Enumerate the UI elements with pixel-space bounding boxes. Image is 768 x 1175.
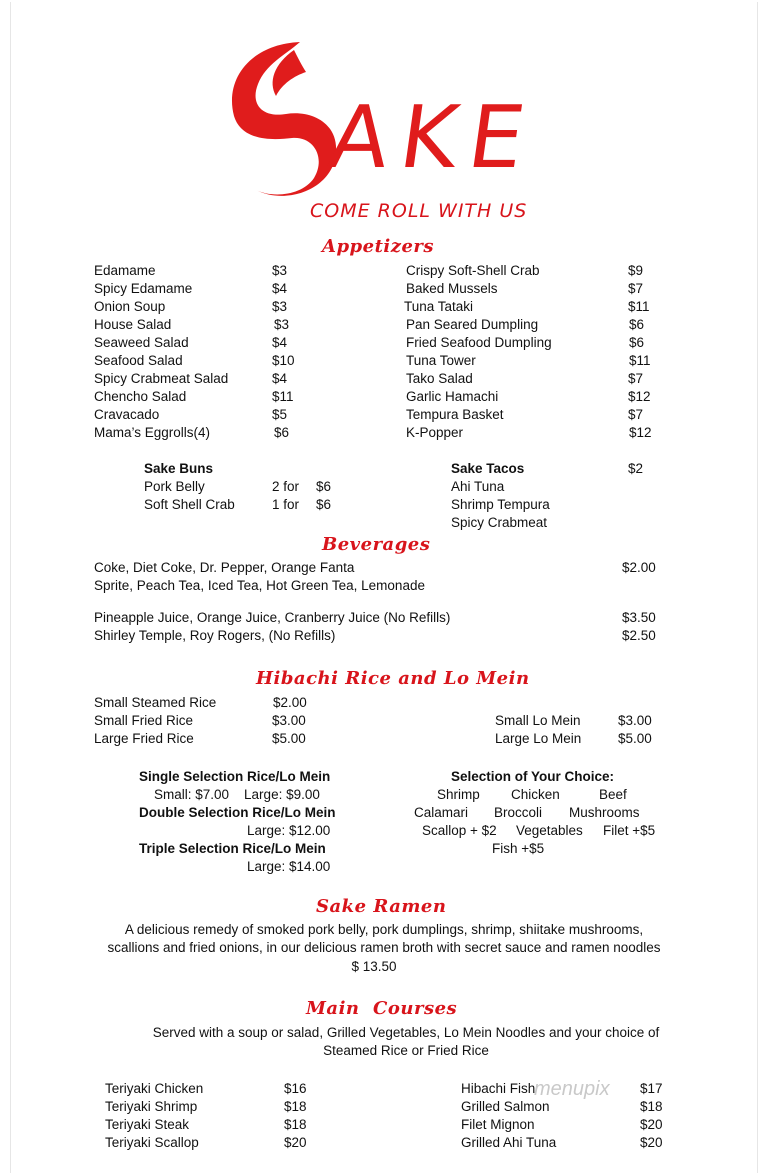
item-price: $4	[272, 281, 288, 296]
list-item: Mushrooms	[569, 805, 640, 820]
list-item: Chicken	[511, 787, 560, 802]
item-price: $5.00	[272, 731, 306, 746]
item-price: $10	[272, 353, 295, 368]
single-selection-price: Small: $7.00 Large: $9.00	[154, 787, 320, 802]
item-price: $3.50	[622, 610, 656, 625]
list-item: Teriyaki Chicken	[105, 1081, 204, 1096]
ramen-description-line1: A delicious remedy of smoked pork belly, pork dumplings, shrimp, shiitake mushrooms,	[124, 922, 644, 937]
buns-heading: Sake Buns	[144, 461, 214, 476]
double-selection-label: Double Selection Rice/Lo Mein	[139, 805, 336, 820]
item-price: $18	[640, 1099, 663, 1114]
list-item: Pan Seared Dumpling	[406, 317, 539, 332]
list-item: Large Fried Rice	[94, 731, 194, 746]
item-price: $3.00	[272, 713, 306, 728]
list-item: Pineapple Juice, Orange Juice, Cranberry Juice (No Refills)	[94, 610, 451, 625]
item-price: $11	[628, 299, 650, 314]
main-description-line1: Served with a soup or salad, Grilled Vegetables, Lo Mein Noodles and your choice of	[152, 1025, 660, 1040]
item-price: $3	[274, 317, 290, 332]
list-item: Chencho Salad	[94, 389, 187, 404]
double-selection-price: Large: $12.00	[247, 823, 331, 838]
ramen-heading: Sake Ramen	[316, 896, 447, 917]
single-selection-label: Single Selection Rice/Lo Mein	[139, 769, 331, 784]
list-item: Crispy Soft-Shell Crab	[406, 263, 540, 278]
list-item: Teriyaki Steak	[105, 1117, 190, 1132]
triple-selection-price: Large: $14.00	[247, 859, 331, 874]
list-item: Small Lo Mein	[495, 713, 581, 728]
list-item: Spicy Edamame	[94, 281, 193, 296]
list-item: Small Steamed Rice	[94, 695, 217, 710]
item-price: $4	[272, 371, 288, 386]
list-item: Hibachi Fish	[461, 1081, 536, 1096]
item-price: $18	[284, 1099, 307, 1114]
list-item: Shirley Temple, Roy Rogers, (No Refills)	[94, 628, 336, 643]
list-item: K-Popper	[406, 425, 464, 440]
item-price: $16	[284, 1081, 307, 1096]
item-price: $7	[628, 281, 644, 296]
item-price: $5.00	[618, 731, 652, 746]
item-price: $5	[272, 407, 288, 422]
list-item: Onion Soup	[94, 299, 166, 314]
list-item: Tuna Tower	[406, 353, 476, 368]
item-price: $12	[628, 389, 651, 404]
item-price: $20	[640, 1117, 663, 1132]
tacos-heading: Sake Tacos	[451, 461, 525, 476]
list-item: Tempura Basket	[406, 407, 504, 422]
item-price: $11	[272, 389, 294, 404]
item-price: $12	[629, 425, 652, 440]
list-item: Garlic Hamachi	[406, 389, 499, 404]
list-item: Spicy Crabmeat Salad	[94, 371, 229, 386]
list-item: Sprite, Peach Tea, Iced Tea, Hot Green Tea, Lemonade	[94, 578, 425, 593]
list-item: Ahi Tuna	[451, 479, 505, 494]
item-price: $6	[316, 497, 332, 512]
list-item: Cravacado	[94, 407, 160, 422]
list-item: Pork Belly	[144, 479, 205, 494]
list-item: Small Fried Rice	[94, 713, 194, 728]
item-price: $2.50	[622, 628, 656, 643]
item-price: $6	[274, 425, 290, 440]
brand-name: AKE	[322, 88, 543, 188]
list-item: Large Lo Mein	[495, 731, 582, 746]
watermark: menupix	[534, 1078, 610, 1100]
list-item: Mama’s Eggrolls(4)	[94, 425, 211, 440]
list-item: Filet +$5	[603, 823, 656, 838]
list-item: Teriyaki Scallop	[105, 1135, 199, 1150]
list-item: Calamari	[414, 805, 469, 820]
beverages-heading: Beverages	[322, 534, 431, 555]
list-item: Seafood Salad	[94, 353, 183, 368]
item-price: $7	[628, 371, 644, 386]
list-item: Vegetables	[516, 823, 583, 838]
item-qty: 2 for	[272, 479, 300, 494]
list-item: Shrimp Tempura	[451, 497, 550, 512]
item-price: $2.00	[622, 560, 656, 575]
list-item: Tako Salad	[406, 371, 473, 386]
item-price: $7	[628, 407, 644, 422]
appetizers-heading: Appetizers	[322, 236, 435, 257]
list-item: Coke, Diet Coke, Dr. Pepper, Orange Fanta	[94, 560, 355, 575]
hibachi-heading: Hibachi Rice and Lo Mein	[256, 668, 530, 689]
list-item: Seaweed Salad	[94, 335, 189, 350]
item-price: $4	[272, 335, 288, 350]
item-price: $2	[628, 461, 644, 476]
item-qty: 1 for	[272, 497, 300, 512]
list-item: Beef	[599, 787, 627, 802]
item-price: $9	[628, 263, 644, 278]
brand-tagline: COME ROLL WITH US	[310, 200, 528, 222]
list-item: Fried Seafood Dumpling	[406, 335, 552, 350]
item-price: $20	[284, 1135, 307, 1150]
list-item: Broccoli	[494, 805, 543, 820]
list-item: Fish +$5	[492, 841, 545, 856]
list-item: Edamame	[94, 263, 156, 278]
choice-heading: Selection of Your Choice:	[451, 769, 615, 784]
item-price: $20	[640, 1135, 663, 1150]
item-price: $17	[640, 1081, 663, 1096]
item-price: $6	[316, 479, 332, 494]
item-price: $11	[629, 353, 651, 368]
list-item: Tuna Tataki	[404, 299, 474, 314]
item-price: $6	[629, 335, 645, 350]
ramen-description-line2: scallions and fried onions, in our delicious ramen broth with secret sauce and ramen noodles	[107, 940, 661, 955]
list-item: Spicy Crabmeat	[451, 515, 548, 530]
list-item: Teriyaki Shrimp	[105, 1099, 198, 1114]
list-item: Grilled Ahi Tuna	[461, 1135, 557, 1150]
list-item: Grilled Salmon	[461, 1099, 550, 1114]
list-item: Baked Mussels	[406, 281, 498, 296]
item-price: $2.00	[273, 695, 307, 710]
item-price: $6	[629, 317, 645, 332]
ramen-price: $ 13.50	[351, 959, 397, 974]
main-courses-heading: Main Courses	[306, 998, 458, 1019]
list-item: Shrimp	[437, 787, 480, 802]
item-price: $3	[272, 299, 288, 314]
triple-selection-label: Triple Selection Rice/Lo Mein	[139, 841, 326, 856]
list-item: Filet Mignon	[461, 1117, 535, 1132]
item-price: $3.00	[618, 713, 652, 728]
list-item: Soft Shell Crab	[144, 497, 235, 512]
main-description-line2: Steamed Rice or Fried Rice	[323, 1043, 489, 1058]
item-price: $18	[284, 1117, 307, 1132]
item-price: $3	[272, 263, 288, 278]
list-item: Scallop + $2	[422, 823, 497, 838]
list-item: House Salad	[94, 317, 172, 332]
